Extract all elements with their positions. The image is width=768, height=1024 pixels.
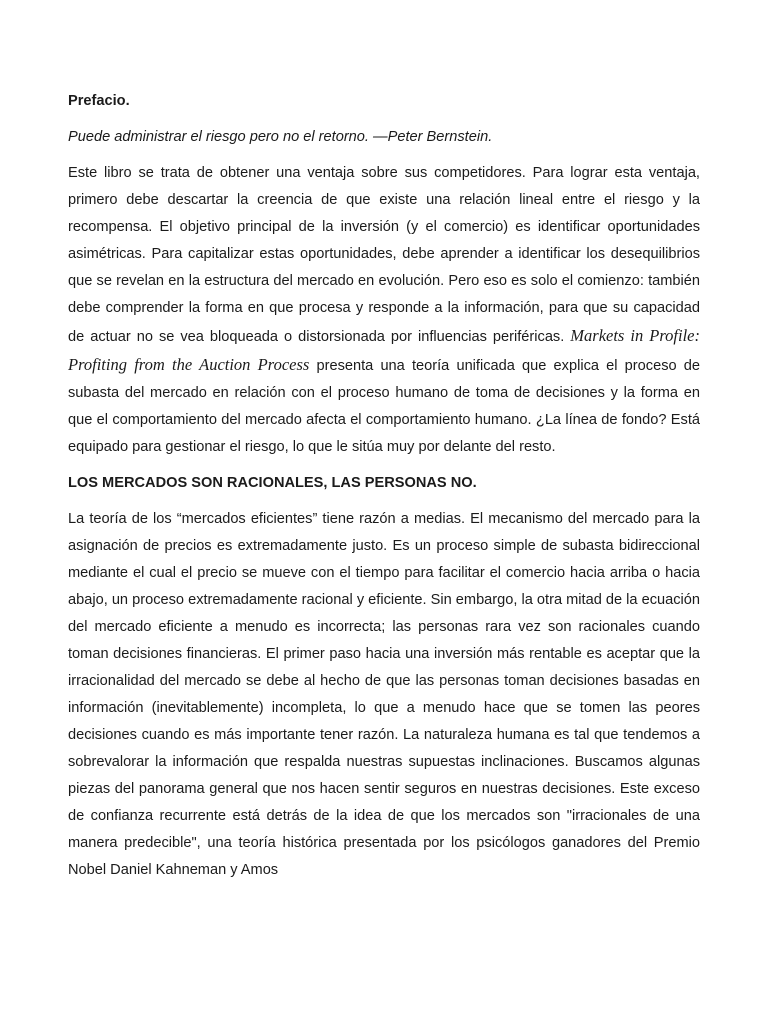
paragraph-intro-text-end: presenta una teoría unificada que explica el proceso de subasta del mercado en relación con el proceso humano de toma de decisiones y la forma en que el comportamiento del mercado afecta el comportamiento humano. ¿La línea de fondo? Está equipado para gestionar el riesgo, lo que le sitúa muy por delante del resto. (68, 358, 701, 455)
paragraph-intro-text-start: Este libro se trata de obtener una ventaja sobre sus competidores. Para lograr esta ventaja, primero debe descartar la creencia de que existe una relación lineal entre el riesgo y la recompensa. El objetivo principal de la inversión (y el comercio) es identificar oportunidades asimétricas. Para capitalizar estas oportunidades, debe aprender a identificar los desequilibrios que se revelan en la estructura del mercado en evolución. Pero eso es solo el comienzo: también debe comprender la forma en que procesa y responde a la información, para que su capacidad de actuar no se vea bloqueada o distorsionada por influencias periféricas. (68, 165, 700, 345)
book-title: Markets in Profile: Profiting from the Auction Process (68, 326, 700, 374)
paragraph-markets: La teoría de los “mercados eficientes” tiene razón a medias. El mecanismo del mercado para la asignación de precios es extremadamente justo. Es un proceso simple de subasta bidireccional mediante el cual el precio se mueve con el tiempo para facilitar el comercio hacia arriba o hacia abajo, un proceso extremadamente racional y eficiente. Sin embargo, la otra mitad de la ecuación del mercado eficiente a menudo es incorrecta; las personas rara vez son racionales cuando toman decisiones financieras. El primer paso hacia una inversión más rentable es aceptar que la irracionalidad del mercado se debe al hecho de que las personas toman decisiones basadas en información (inevitablemente) incompleta, lo que a menudo hace que se tomen las peores decisiones cuando es más importante tener razón. La naturaleza humana es tal que tendemos a sobrevalorar la información que respalda nuestras supuestas inclinaciones. Buscamos algunas piezas del panorama general que nos hacen sentir seguros en nuestras decisiones. Este exceso de confianza recurrente está detrás de la idea de que los mercados son "irracionales de una manera predecible", una teoría histórica presentada por los psicólogos ganadores del Premio Nobel Daniel Kahneman y Amos (68, 511, 700, 878)
paragraph-intro (68, 160, 700, 461)
document-page (68, 88, 700, 893)
preface-heading: Prefacio. (68, 93, 130, 109)
epigraph-quote: Puede administrar el riesgo pero no el retorno. —Peter Bernstein. (68, 129, 493, 145)
section-heading: LOS MERCADOS SON RACIONALES, LAS PERSONAS NO. (68, 475, 477, 491)
